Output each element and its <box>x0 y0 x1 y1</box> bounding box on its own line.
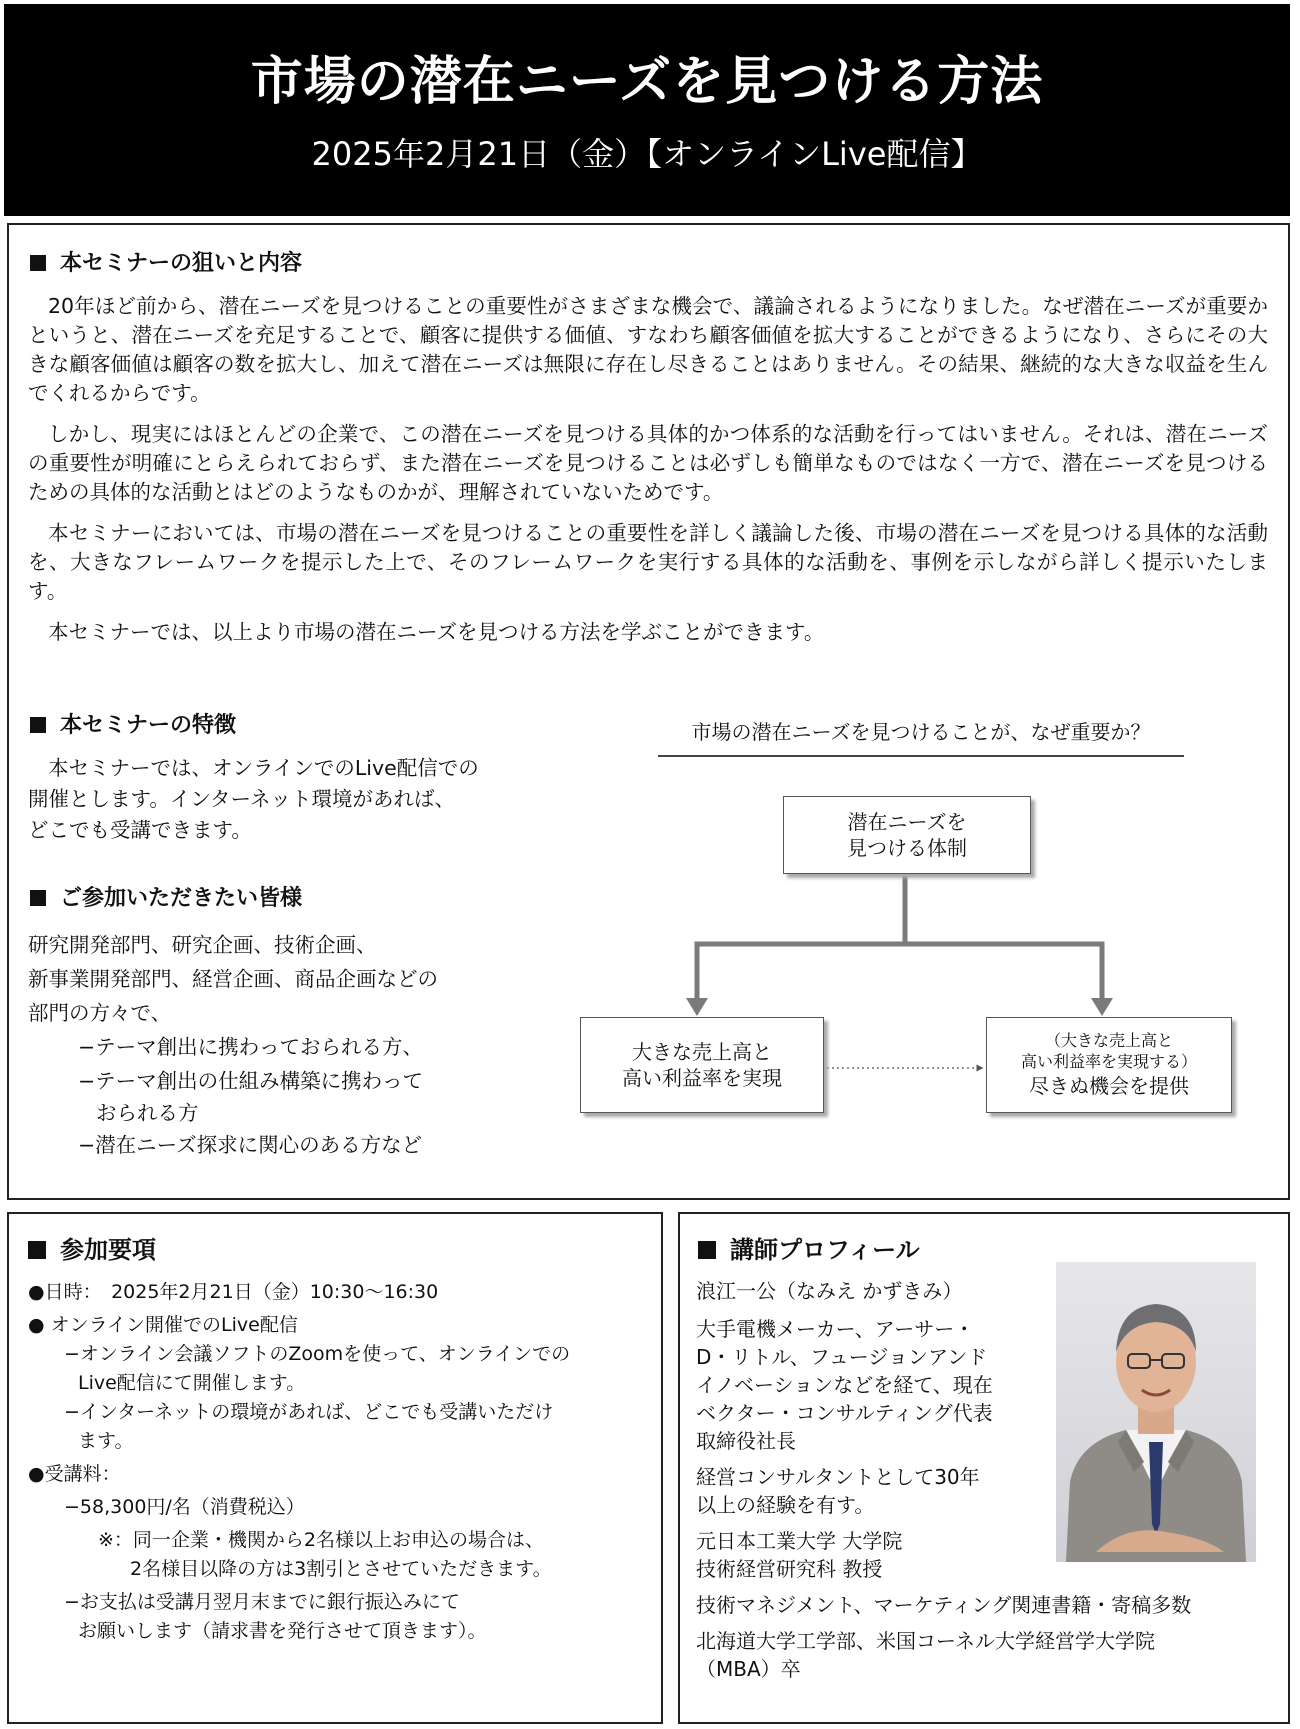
audience-item: おられる方 <box>96 1101 199 1125</box>
arrowhead-left <box>686 998 708 1016</box>
aim-paragraph: しかし、現実にはほとんどの企業で、この潜在ニーズを見つける具体的かつ体系的な活動を行ってはいません。それは、潜在ニーズの重要性が明確にとらえられておらず、また潜在ニーズを見つけることは必ずしも簡単なものではなく一方で、潜在ニーズを見つけるための具体的な活動とはどのようなものかが、理解されていないためです。 <box>28 422 1268 504</box>
features-heading: 本セミナーの特徴 <box>30 712 236 740</box>
diagram-box-revenue: 大きな売上高と 高い利益率を実現 <box>580 1017 824 1113</box>
event-date-subtitle: 2025年2月21日（金）【オンラインLive配信】 <box>311 135 983 173</box>
details-body: ●日時： 2025年2月21日（金）10:30〜16:30 ● オンライン開催でのLive配信 −オンライン会議ソフトのZoomを使って、オンラインでの Live配信にて開催します。 −インターネットの環境があれば、どこでも受講いただけ ます。 ●受講料： −58,300円/名（消費税込） ※：同一企業・機関から2名様以上お申込の場合は、 2名様目以降の方は3割引とさせていただきます。 −お支払は受講月翌月末までに銀行振込みにて お願いします（請求書を発行させて頂きます）。 <box>28 1278 653 1646</box>
instructor-photo <box>1056 1262 1256 1562</box>
square-bullet-icon <box>30 255 46 271</box>
features-text: 本セミナーでは、オンラインでのLive配信での 開催とします。インターネット環境があれば、 どこでも受講できます。 <box>28 756 479 842</box>
arrowhead-right <box>1091 998 1113 1016</box>
connector-trunk <box>697 876 905 1004</box>
square-bullet-icon <box>30 890 46 906</box>
square-bullet-icon <box>30 717 46 733</box>
audience-heading: ご参加いただきたい皆様 <box>30 885 302 913</box>
profile-body: 浪江一公（なみえ かずきみ） 大手電機メーカー、アーサー・ D・リトル、フュージョンアンド イノベーションなどを経て、現在 ベクター・コンサルティング代表 取締役社長 経営コンサルタントとして30年 以上の経験を有す。 元日本工業大学 大学院 技術経営研究科 教授 技術マネジメント、マーケティング関連書籍・寄稿多数 北海道大学工学部、米国コーネル大学経営学大学院 （MBA）卒 <box>696 1277 1276 1683</box>
aim-paragraph: 20年ほど前から、潜在ニーズを見つけることの重要性がさまざまな機会で、議論されるようになりました。なぜ潜在ニーズが重要かというと、潜在ニーズを充足することで、顧客に提供する価値、すなわち顧客価値を拡大することができるようになり、さらにその大きな顧客価値は顧客の数を拡大し、加えて潜在ニーズは無限に存在し尽きることはありません。その結果、継続的な大きな収益を生んでくれるからです。 <box>28 294 1268 405</box>
profile-heading: 講師プロフィール <box>698 1236 920 1264</box>
details-date: ●日時： 2025年2月21日（金）10:30〜16:30 <box>28 1281 439 1303</box>
page-title: 市場の潜在ニーズを見つける方法 <box>250 52 1044 112</box>
details-online: ● オンライン開催でのLive配信 <box>28 1314 298 1336</box>
audience-item: −テーマ創出に携わっておられる方、 <box>78 1035 423 1059</box>
diagram-box-opportunity: （大きな売上高と 高い利益率を実現する） 尽きぬ機会を提供 <box>986 1017 1232 1113</box>
details-fee: ●受講料： <box>28 1463 121 1485</box>
diagram-box-system: 潜在ニーズを 見つける体制 <box>783 796 1031 874</box>
aim-heading: 本セミナーの狙いと内容 <box>30 250 302 278</box>
aim-paragraph: 本セミナーにおいては、市場の潜在ニーズを見つけることの重要性を詳しく議論した後、市場の潜在ニーズを見つける具体的な活動を、大きなフレームワークを提示した上で、そのフレームワークを実行する具体的な活動を、事例を示しながら詳しく提示いたします。 <box>28 521 1268 603</box>
aim-paragraph: 本セミナーでは、以上より市場の潜在ニーズを見つける方法を学ぶことができます。 <box>48 620 825 644</box>
details-heading: 参加要項 <box>28 1236 156 1264</box>
portrait-illustration <box>1056 1262 1256 1562</box>
audience-text: 研究開発部門、研究企画、技術企画、 新事業開発部門、経営企画、商品企画などの 部門の方々で、 −テーマ創出に携わっておられる方、 −テーマ創出の仕組み構築に携わって おられる方 −潜在ニーズ探求に関心のある方など <box>28 928 588 1162</box>
diagram-title: 市場の潜在ニーズを見つけることが、なぜ重要か？ <box>658 716 1184 757</box>
audience-item: −潜在ニーズ探求に関心のある方など <box>78 1133 423 1157</box>
title-banner <box>4 4 1290 216</box>
connector-branch <box>905 944 1102 1004</box>
audience-item: −テーマ創出の仕組み構築に携わって <box>78 1069 423 1093</box>
square-bullet-icon <box>698 1241 716 1259</box>
aim-body <box>28 292 1268 647</box>
instructor-name: 浪江一公（なみえ かずきみ） <box>696 1279 963 1303</box>
square-bullet-icon <box>28 1241 46 1259</box>
